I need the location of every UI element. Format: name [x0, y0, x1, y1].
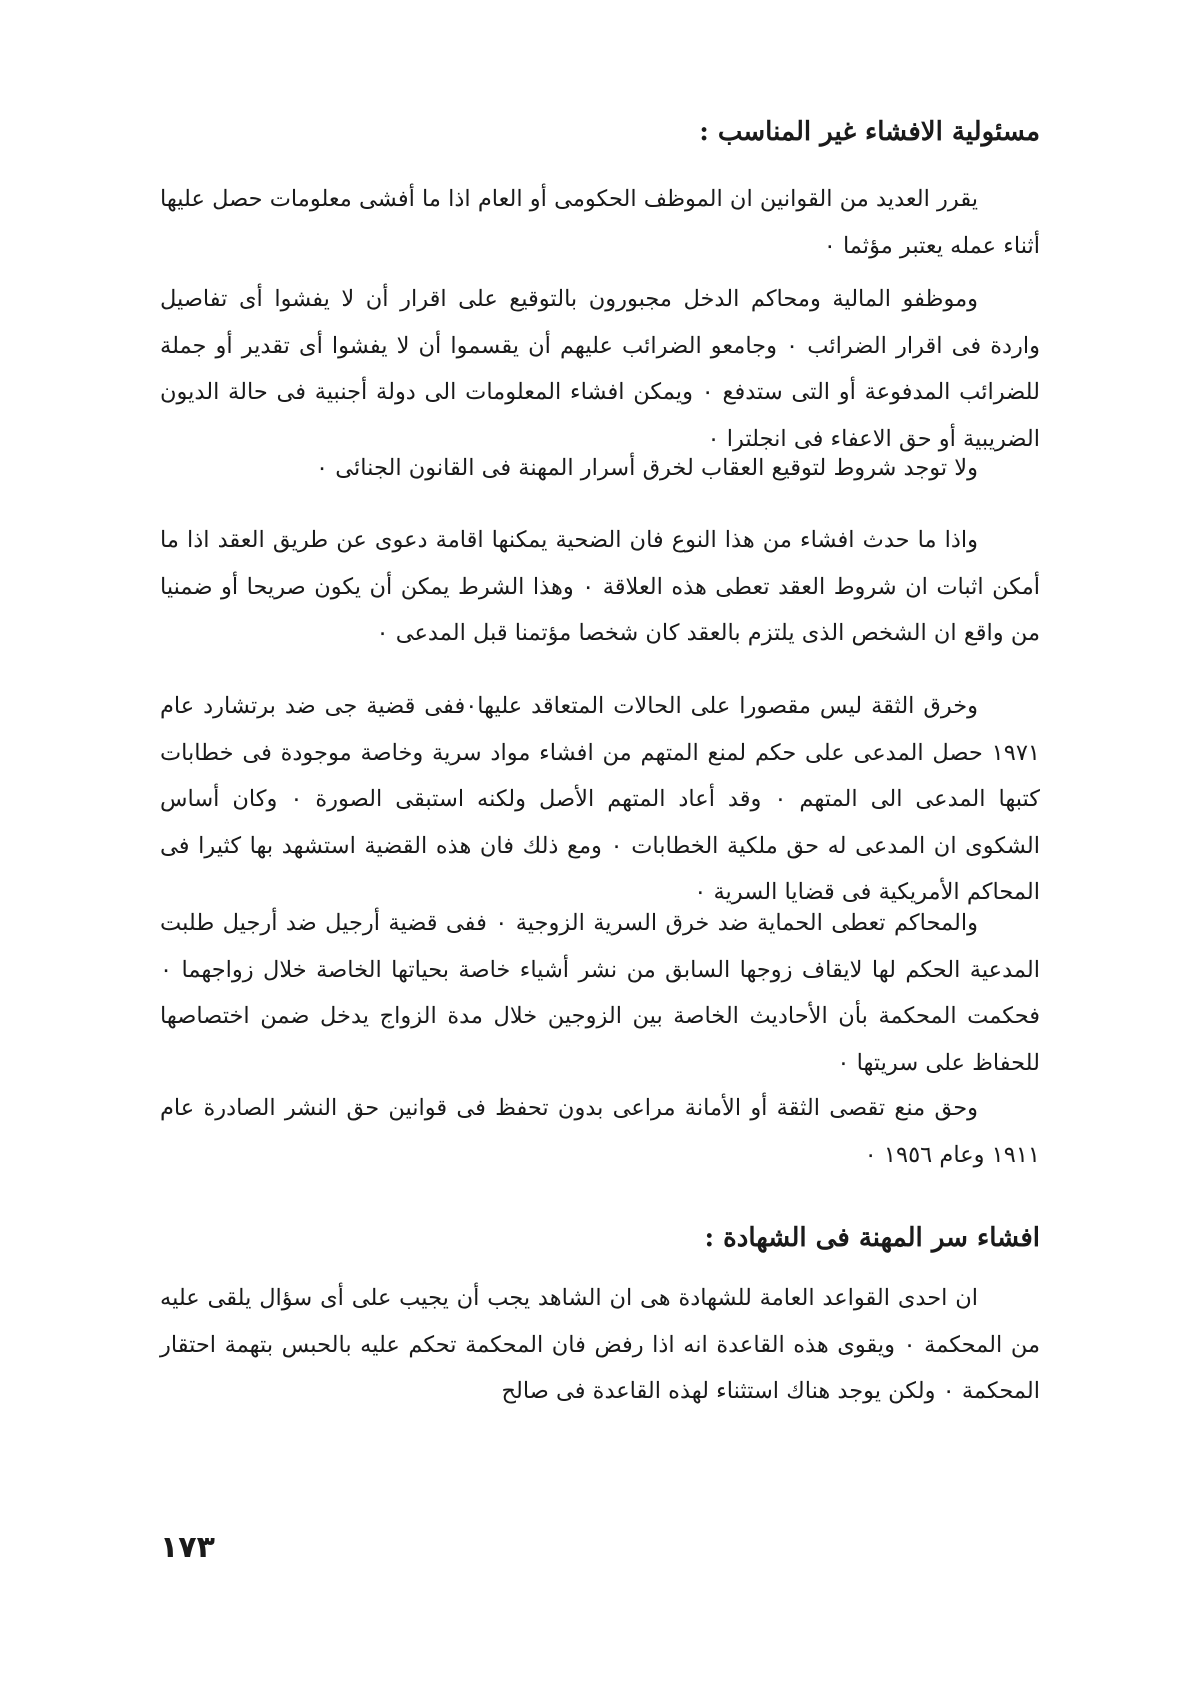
paragraph: يقرر العديد من القوانين ان الموظف الحكومى أو العام اذا ما أفشى معلومات حصل عليها أثناء عمله يعتبر مؤثما ٠ [160, 186, 1040, 259]
paragraph-6-block [160, 900, 1040, 1086]
paragraph: وموظفو المالية ومحاكم الدخل مجبورون بالتوقيع على اقرار أن لا يفشوا أى تفاصيل واردة فى اقرار الضرائب ٠ وجامعو الضرائب عليهم أن يقسموا أن لا يفشوا أى تقدير أو جملة للضرائب المدفوعة أو التى ستدفع ٠ ويمكن افشاء المعلومات الى دولة أجنبية فى حالة الديون الضريبية أو حق الاعفاء فى انجلترا ٠ [160, 286, 1040, 452]
paragraph-5-block [160, 683, 1040, 916]
paragraph-8-block [160, 1275, 1040, 1415]
paragraph: واذا ما حدث افشاء من هذا النوع فان الضحية يمكنها اقامة دعوى عن طريق العقد اذا ما أمكن اثبات ان شروط العقد تعطى هذه العلاقة ٠ وهذا الشرط يمكن أن يكون صريحا أو ضمنيا من واقع ان الشخص الذى يلتزم بالعقد كان شخصا مؤتمنا قبل المدعى ٠ [160, 527, 1041, 646]
paragraph-7-block [160, 1085, 1040, 1178]
page-number: ١٧٣ [160, 1530, 215, 1565]
section-heading-improper-disclosure: مسئولية الافشاء غير المناسب : [699, 117, 1040, 147]
paragraph-1-block [160, 176, 1040, 269]
paragraph-4-block [160, 517, 1040, 657]
paragraph: ولا توجد شروط لتوقيع العقاب لخرق أسرار المهنة فى القانون الجنائى ٠ [316, 455, 978, 481]
paragraph-3-block [160, 445, 1040, 492]
paragraph: وحق منع تقصى الثقة أو الأمانة مراعى بدون تحفظ فى قوانين حق النشر الصادرة عام ١٩١١ وعام ١٩٥٦ ٠ [160, 1095, 1040, 1168]
paragraph: والمحاكم تعطى الحماية ضد خرق السرية الزوجية ٠ ففى قضية أرجيل ضد أرجيل طلبت المدعية الحكم لها لايقاف زوجها السابق من نشر أشياء خاصة بحياتها الخاصة خلال زواجهما ٠ فحكمت المحكمة بأن الأحاديث الخاصة بين الزوجين خلال مدة الزواج يدخل ضمن اختصاصها للحفاظ على سريتها ٠ [160, 910, 1040, 1076]
paragraph: وخرق الثقة ليس مقصورا على الحالات المتعاقد عليها٠ففى قضية جى ضد برتشارد عام ١٩٧١ حصل المدعى على حكم لمنع المتهم من افشاء مواد سرية وخاصة موجودة فى خطابات كتبها المدعى الى المتهم ٠ وقد أعاد المتهم الأصل ولكنه استبقى الصورة ٠ وكان أساس الشكوى ان المدعى له حق ملكية الخطابات ٠ ومع ذلك فان هذه القضية استشهد بها كثيرا فى المحاكم الأمريكية فى قضايا السرية ٠ [160, 693, 1041, 905]
paragraph: ان احدى القواعد العامة للشهادة هى ان الشاهد يجب أن يجيب على أى سؤال يلقى عليه من المحكمة ٠ ويقوى هذه القاعدة انه اذا رفض فان المحكمة تحكم عليه بالحبس بتهمة احتقار المحكمة ٠ ولكن يوجد هناك استثناء لهذه القاعدة فى صالح [160, 1285, 1040, 1404]
paragraph-2-block [160, 276, 1040, 462]
section-heading-testimony-disclosure: افشاء سر المهنة فى الشهادة : [704, 1223, 1040, 1253]
